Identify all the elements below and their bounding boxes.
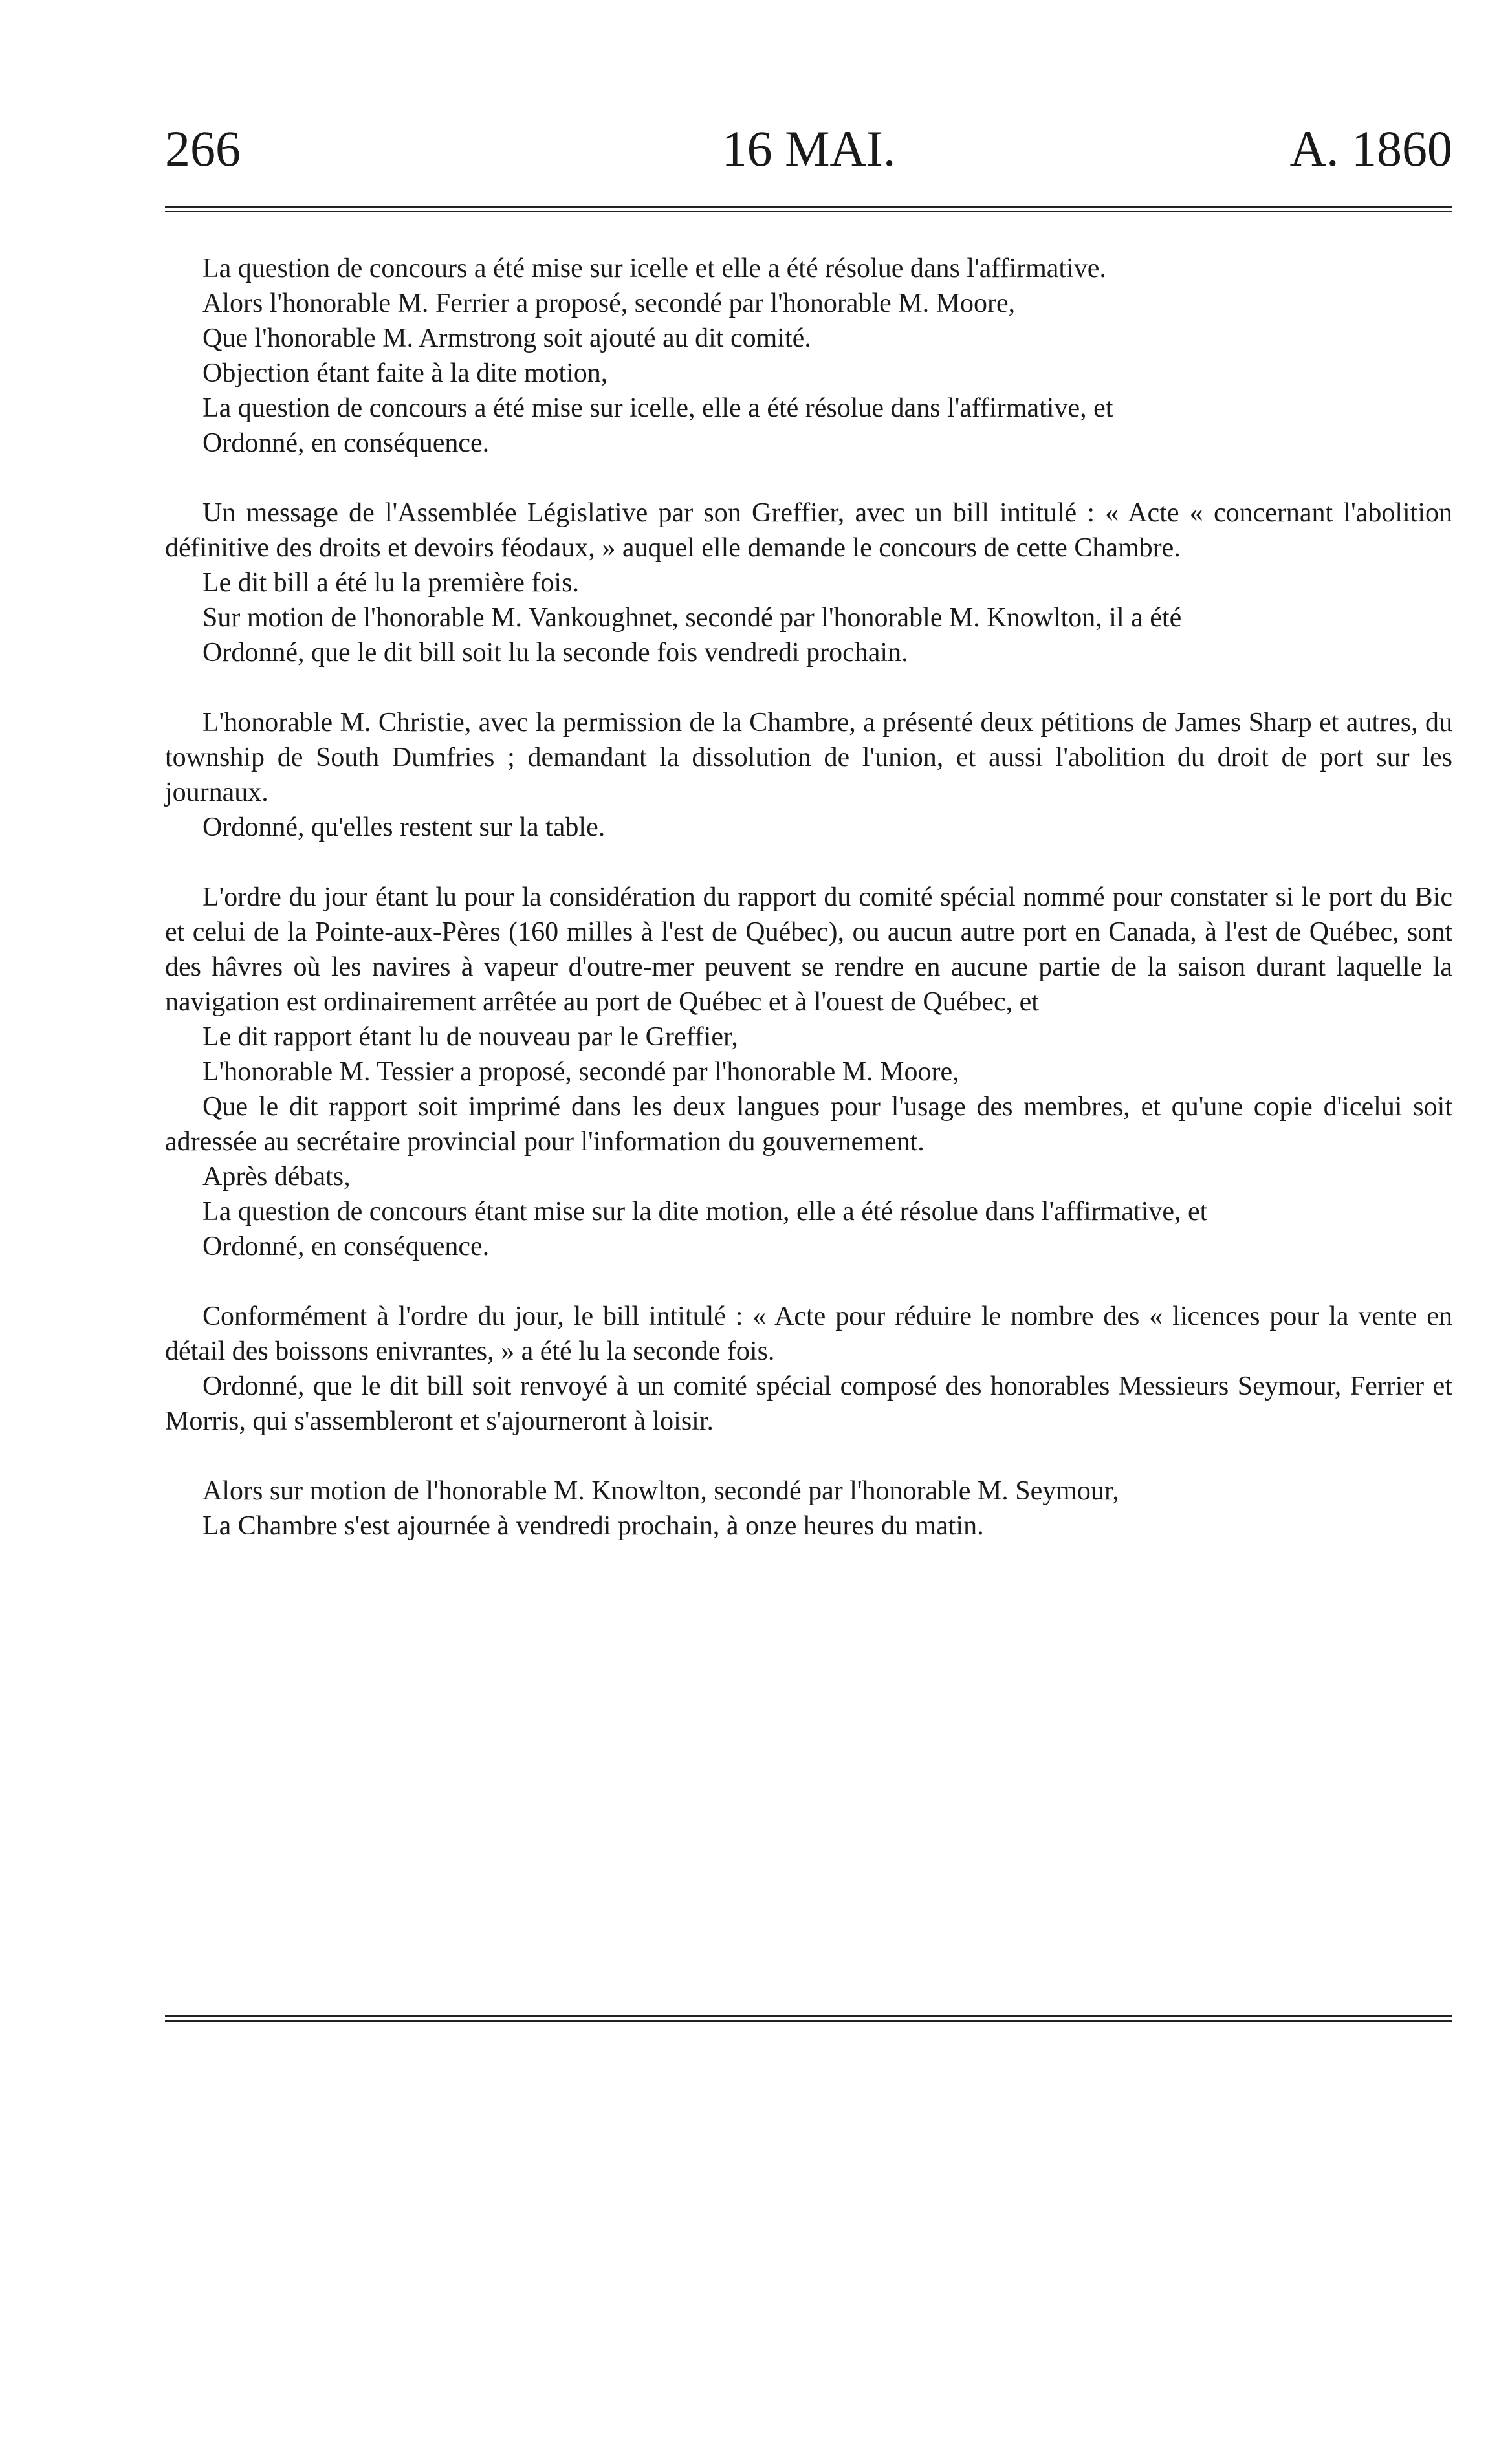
entry-adjournment xyxy=(165,1474,1452,1543)
entry-port-report xyxy=(165,880,1452,1264)
text-line: La question de concours a été mise sur icelle et elle a été résolue dans l'affirmative. xyxy=(202,254,1106,283)
header-year: A. 1860 xyxy=(1289,120,1452,177)
text-line: Ordonné, qu'elles restent sur la table. xyxy=(202,812,606,842)
text-line: Le dit bill a été lu la première fois. xyxy=(202,568,579,598)
footer-rule xyxy=(165,2015,1452,2022)
text-paragraph: Que le dit rapport soit imprimé dans les deux langues pour l'usage des membres, et qu'une copie d'icelui soit adressée au secrétaire provincial pour l'information du gouvernement. xyxy=(165,1092,1452,1157)
entry-armstrong-motion xyxy=(165,251,1452,461)
page-body xyxy=(165,251,1452,1578)
text-line: L'honorable M. Tessier a proposé, secondé par l'honorable M. Moore, xyxy=(202,1057,959,1087)
header-rule xyxy=(165,206,1452,212)
text-line: Alors l'honorable M. Ferrier a proposé, secondé par l'honorable M. Moore, xyxy=(202,289,1016,318)
text-line: Le dit rapport étant lu de nouveau par le Greffier, xyxy=(202,1022,738,1052)
text-line: Alors sur motion de l'honorable M. Knowlton, secondé par l'honorable M. Seymour, xyxy=(202,1476,1119,1506)
text-line: Que l'honorable M. Armstrong soit ajouté au dit comité. xyxy=(202,323,811,353)
text-line: Après débats, xyxy=(202,1162,351,1192)
page-header xyxy=(165,110,1452,188)
text-line: Ordonné, en conséquence. xyxy=(202,428,490,458)
text-line: Objection étant faite à la dite motion, xyxy=(202,358,608,388)
text-line: Ordonné, en conséquence. xyxy=(202,1232,490,1261)
text-paragraph: L'honorable M. Christie, avec la permission de la Chambre, a présenté deux pétitions de James Sharp et autres, du township de South Dumfries ; demandant la dissolution de l'union, et aussi l'abolition du droit de port sur les journaux. xyxy=(165,708,1452,807)
text-paragraph: Ordonné, que le dit bill soit renvoyé à un comité spécial composé des honorables Messieurs Seymour, Ferrier et Morris, qui s'assembleront et s'ajourneront à loisir. xyxy=(165,1371,1452,1436)
text-paragraph: L'ordre du jour étant lu pour la considération du rapport du comité spécial nommé pour constater si le port du Bic et celui de la Pointe-aux-Pères (160 milles à l'est de Québec), ou aucun autre port en Canada, à l'est de Québec, sont des hâvres où les navires à vapeur d'outre-mer peuvent se rendre en aucune partie de la saison durant laquelle la navigation est ordinairement arrêtée au port de Québec et à l'ouest de Québec, et xyxy=(165,882,1452,1017)
entry-petitions xyxy=(165,705,1452,845)
text-line: Sur motion de l'honorable M. Vankoughnet, secondé par l'honorable M. Knowlton, il a été xyxy=(202,603,1182,633)
text-paragraph: La question de concours étant mise sur la dite motion, elle a été résolue dans l'affirmative, et xyxy=(202,1197,1208,1227)
text-line: La question de concours a été mise sur icelle, elle a été résolue dans l'affirmative, et xyxy=(202,393,1113,423)
text-line: La Chambre s'est ajournée à vendredi prochain, à onze heures du matin. xyxy=(202,1511,984,1541)
entry-feudal-rights-bill xyxy=(165,496,1452,670)
page-number: 266 xyxy=(165,120,241,177)
text-paragraph: Conformément à l'ordre du jour, le bill intitulé : « Acte pour réduire le nombre des « licences pour la vente en détail des boissons enivrantes, » a été lu la seconde fois. xyxy=(165,1302,1452,1366)
entry-licences-bill xyxy=(165,1299,1452,1439)
header-date: 16 MAI. xyxy=(721,120,896,177)
text-line: Ordonné, que le dit bill soit lu la seconde fois vendredi prochain. xyxy=(202,638,908,668)
text-paragraph: Un message de l'Assemblée Législative par son Greffier, avec un bill intitulé : « Acte « concernant l'abolition définitive des droits et devoirs féodaux, » auquel elle demande le concours de cette Chambre. xyxy=(165,498,1452,563)
